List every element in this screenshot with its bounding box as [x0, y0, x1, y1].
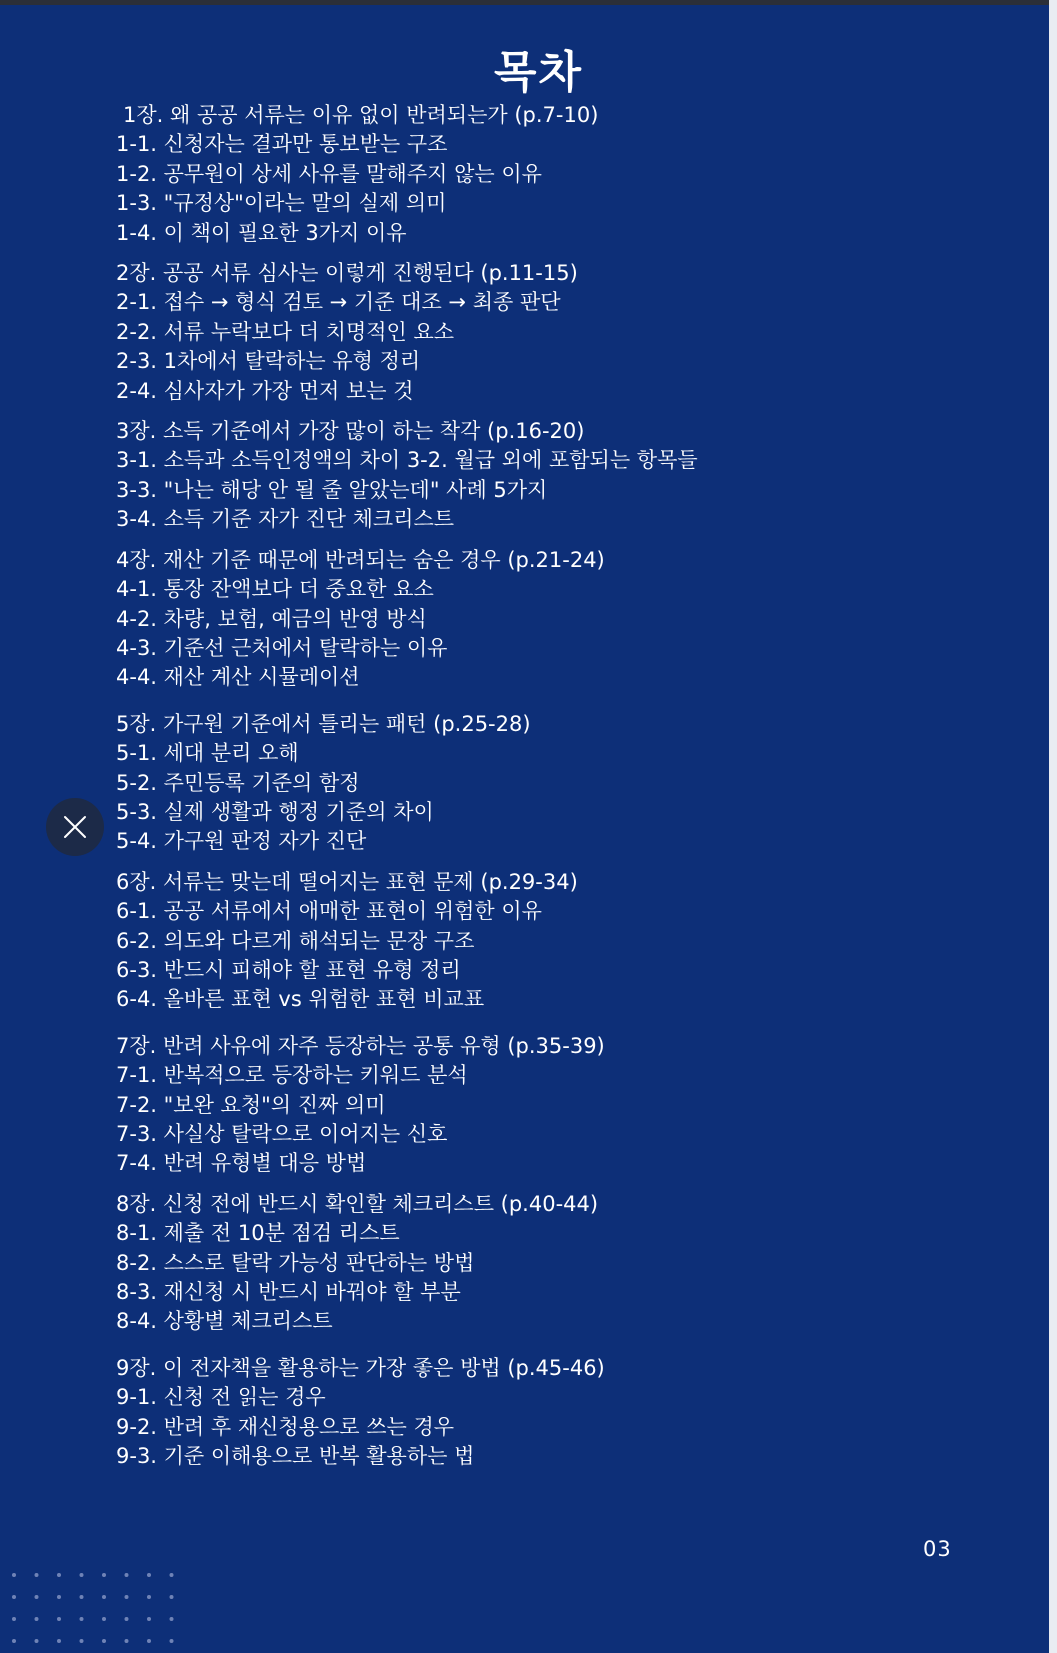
toc-item: 5-1. 세대 분리 오해: [116, 741, 299, 766]
decorative-dot: [170, 1617, 174, 1621]
chapter-heading: 9장. 이 전자책을 활용하는 가장 좋은 방법 (p.45-46): [116, 1355, 605, 1380]
decorative-dot: [125, 1573, 129, 1577]
chapter-5: [116, 710, 936, 857]
chapter-heading: 1장. 왜 공공 서류는 이유 없이 반려되는가 (p.7-10): [123, 103, 599, 127]
toc-item: 1-3. "규정상"이라는 말의 실제 의미: [116, 191, 447, 216]
decorative-dot: [170, 1639, 174, 1643]
toc-item: 2-2. 서류 누락보다 더 치명적인 요소: [116, 319, 455, 344]
decorative-dot: [12, 1573, 16, 1577]
toc-item: 7-4. 반려 유형별 대응 방법: [116, 1151, 367, 1176]
toc-item: 9-3. 기준 이해용으로 반복 활용하는 법: [116, 1444, 475, 1469]
decorative-dot: [102, 1617, 106, 1621]
toc-item: 6-4. 올바른 표현 vs 위험한 표현 비교표: [116, 987, 485, 1012]
chapter-heading: 6장. 서류는 맞는데 떨어지는 표현 문제 (p.29-34): [116, 869, 578, 894]
decorative-dot: [147, 1595, 151, 1599]
toc-item: 7-3. 사실상 탈락으로 이어지는 신호: [116, 1122, 448, 1146]
chapter-8: [116, 1190, 936, 1337]
toc-item: 6-1. 공공 서류에서 애매한 표현이 위험한 이유: [116, 899, 542, 924]
chapter-heading: 3장. 소득 기준에서 가장 많이 하는 착각 (p.16-20): [116, 419, 585, 444]
toc-item: 4-1. 통장 잔액보다 더 중요한 요소: [116, 577, 434, 602]
toc-item: 9-2. 반려 후 재신청용으로 쓰는 경우: [116, 1414, 455, 1439]
decorative-dot: [80, 1573, 84, 1577]
toc-item: 8-4. 상황별 체크리스트: [116, 1309, 333, 1334]
toc-item: 8-2. 스스로 탈락 가능성 판단하는 방법: [116, 1250, 475, 1275]
toc-item: 4-3. 기준선 근처에서 탈락하는 이유: [116, 635, 448, 660]
toc-item: 3-3. "나는 해당 안 될 줄 알았는데" 사례 5가지: [116, 477, 548, 502]
toc-item: 2-3. 1차에서 탈락하는 유형 정리: [116, 349, 421, 374]
decorative-dot: [102, 1639, 106, 1643]
decorative-dot: [12, 1617, 16, 1621]
chapter-heading: 4장. 재산 기준 때문에 반려되는 숨은 경우 (p.21-24): [116, 547, 605, 572]
decorative-dot: [125, 1639, 129, 1643]
toc-item: 8-3. 재신청 시 반드시 바꿔야 할 부분: [116, 1280, 461, 1305]
toc-item: 1-1. 신청자는 결과만 통보받는 구조: [116, 132, 448, 157]
toc-item: 2-4. 심사자가 가장 먼저 보는 것: [116, 378, 414, 403]
toc-item: 3-4. 소득 기준 자가 진단 체크리스트: [116, 507, 455, 532]
toc-item: 2-1. 접수 → 형식 검토 → 기준 대조 → 최종 판단: [116, 290, 561, 315]
decorative-dot: [125, 1617, 129, 1621]
close-button[interactable]: [46, 798, 104, 856]
decorative-dot: [35, 1573, 39, 1577]
toc-item: 1-2. 공무원이 상세 사유를 말해주지 않는 이유: [116, 161, 542, 186]
toc-item: 4-2. 차량, 보험, 예금의 반영 방식: [116, 606, 427, 631]
chapter-heading: 5장. 가구원 기준에서 틀리는 패턴 (p.25-28): [116, 711, 531, 736]
document-page: [0, 5, 1049, 1653]
decorative-dot: [147, 1617, 151, 1621]
decorative-dot: [125, 1595, 129, 1599]
chapter-7: [116, 1032, 936, 1179]
decorative-dot: [147, 1639, 151, 1643]
decorative-dot: [57, 1595, 61, 1599]
toc-item: 9-1. 신청 전 읽는 경우: [116, 1385, 326, 1410]
toc-item: 6-2. 의도와 다르게 해석되는 문장 구조: [116, 928, 475, 953]
decorative-dot-grid: [12, 1573, 192, 1653]
decorative-dot: [170, 1573, 174, 1577]
chapter-9: [116, 1354, 936, 1472]
decorative-dot: [35, 1595, 39, 1599]
chapter-2: [116, 259, 936, 406]
toc-item: 1-4. 이 책이 필요한 3가지 이유: [116, 220, 407, 245]
toc-item: 6-3. 반드시 피해야 할 표현 유형 정리: [116, 957, 461, 982]
decorative-dot: [12, 1639, 16, 1643]
decorative-dot: [57, 1573, 61, 1577]
decorative-dot: [102, 1573, 106, 1577]
decorative-dot: [12, 1595, 16, 1599]
chapter-heading: 8장. 신청 전에 반드시 확인할 체크리스트 (p.40-44): [116, 1191, 599, 1216]
decorative-dot: [102, 1595, 106, 1599]
chapter-heading: 7장. 반려 사유에 자주 등장하는 공통 유형 (p.35-39): [116, 1033, 605, 1058]
toc-item: 5-4. 가구원 판정 자가 진단: [116, 829, 367, 854]
scrollbar-track[interactable]: [1049, 0, 1057, 1653]
chapter-6: [116, 868, 936, 1015]
toc-item: 5-3. 실제 생활과 행정 기준의 차이: [116, 799, 434, 824]
toc-item: 3-1. 소득과 소득인정액의 차이 3-2. 월급 외에 포함되는 항목들: [116, 448, 698, 473]
decorative-dot: [35, 1617, 39, 1621]
toc-item: 7-1. 반복적으로 등장하는 키워드 분석: [116, 1063, 468, 1088]
toc-item: 5-2. 주민등록 기준의 함정: [116, 770, 360, 795]
chapter-1: [116, 101, 936, 248]
chapter-4: [116, 546, 936, 693]
decorative-dot: [80, 1639, 84, 1643]
toc-item: 8-1. 제출 전 10분 점검 리스트: [116, 1221, 400, 1246]
page-number: 03: [923, 1537, 952, 1561]
decorative-dot: [57, 1639, 61, 1643]
close-icon: [62, 814, 88, 840]
chapter-heading: 2장. 공공 서류 심사는 이렇게 진행된다 (p.11-15): [116, 261, 578, 286]
toc-item: 4-4. 재산 계산 시뮬레이션: [116, 665, 360, 690]
chapter-3: [116, 417, 936, 535]
page-title: 목차: [493, 47, 583, 98]
decorative-dot: [80, 1617, 84, 1621]
decorative-dot: [57, 1617, 61, 1621]
decorative-dot: [147, 1573, 151, 1577]
decorative-dot: [170, 1595, 174, 1599]
decorative-dot: [80, 1595, 84, 1599]
table-of-contents: [116, 101, 936, 1482]
toc-item: 7-2. "보완 요청"의 진짜 의미: [116, 1092, 386, 1117]
decorative-dot: [35, 1639, 39, 1643]
